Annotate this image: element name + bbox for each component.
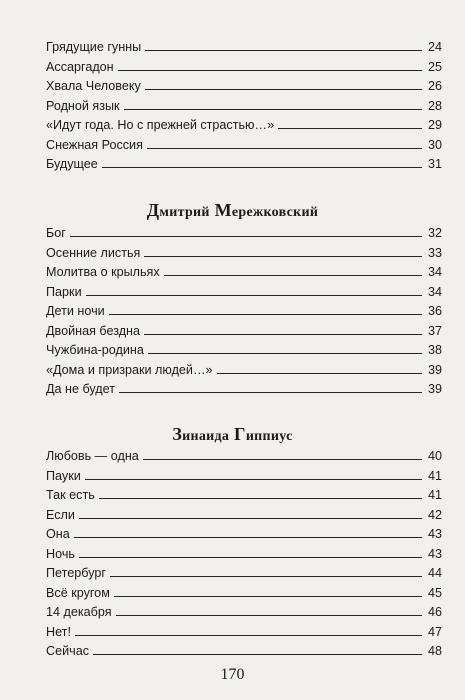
toc-entry[interactable] [46, 525, 442, 545]
leader-line [75, 635, 422, 636]
leader-line [119, 392, 422, 393]
entry-page: 43 [427, 546, 442, 561]
entry-title: Родной язык [46, 98, 120, 113]
leader-line [217, 373, 422, 374]
toc-entry[interactable] [46, 545, 442, 565]
leader-line [147, 148, 422, 149]
entry-page: 39 [427, 362, 442, 377]
toc-entry[interactable] [46, 642, 442, 662]
author-first-initial: З [172, 424, 183, 444]
entry-page: 36 [427, 304, 442, 318]
leader-line [143, 459, 422, 460]
entry-title: Любовь — одна [46, 449, 139, 463]
author-first-rest: митрий [159, 205, 210, 220]
leader-line [124, 109, 422, 110]
entry-title: Пауки [46, 468, 81, 483]
entry-page: 47 [427, 624, 442, 639]
toc-block-1 [46, 38, 442, 175]
toc-entry[interactable] [46, 244, 442, 264]
toc-entry[interactable] [46, 564, 442, 584]
leader-line [278, 128, 422, 129]
entry-title: Петербург [46, 566, 106, 580]
toc-entry[interactable] [46, 380, 442, 400]
toc-entry[interactable] [46, 97, 442, 117]
toc-entry[interactable] [46, 486, 442, 506]
leader-line [70, 236, 422, 237]
entry-page: 48 [427, 644, 442, 658]
entry-title: Чужбина-родина [46, 343, 144, 357]
entry-title: Всё кругом [46, 585, 110, 600]
leader-line [145, 89, 422, 90]
toc-entry[interactable] [46, 447, 442, 467]
entry-title: Двойная бездна [46, 323, 140, 338]
entry-page: 41 [427, 488, 442, 502]
entry-title: Бог [46, 226, 66, 240]
entry-page: 31 [427, 157, 442, 171]
toc-entry[interactable] [46, 263, 442, 283]
leader-line [145, 50, 422, 51]
entry-page: 44 [427, 566, 442, 580]
toc-entry[interactable] [46, 302, 442, 322]
toc-entry[interactable] [46, 584, 442, 604]
entry-page: 28 [427, 98, 442, 113]
toc-block-2 [46, 224, 442, 400]
entry-page: 43 [427, 527, 442, 541]
entry-title: Если [46, 507, 75, 522]
entry-title: Снежная Россия [46, 137, 143, 152]
leader-line [118, 70, 422, 71]
leader-line [85, 479, 422, 480]
toc-entry[interactable] [46, 155, 442, 175]
entry-page: 26 [427, 79, 442, 93]
leader-line [102, 167, 422, 168]
entry-title: Дети ночи [46, 304, 105, 318]
leader-line [144, 256, 422, 257]
toc-entry[interactable] [46, 322, 442, 342]
entry-title: Грядущие гунны [46, 40, 142, 54]
entry-page: 32 [427, 226, 442, 240]
entry-page: 38 [427, 343, 442, 357]
leader-line [79, 518, 422, 519]
entry-page: 37 [427, 323, 442, 338]
leader-line [74, 537, 422, 538]
entry-title: Она [46, 527, 70, 541]
toc-entry[interactable] [46, 603, 442, 623]
author-last-initial: М [214, 200, 232, 220]
entry-page: 45 [427, 585, 442, 600]
leader-line [114, 596, 422, 597]
entry-title: Будущее [46, 157, 98, 171]
entry-page: 46 [427, 605, 442, 619]
leader-line [148, 353, 422, 354]
toc-entry[interactable] [46, 361, 442, 381]
toc-entry[interactable] [46, 341, 442, 361]
toc-entry[interactable] [46, 38, 442, 58]
author-first-rest: инаида [182, 429, 230, 444]
leader-line [164, 275, 422, 276]
entry-page: 40 [427, 449, 442, 463]
leader-line [99, 498, 422, 499]
leader-line [110, 576, 422, 577]
entry-title: Да не будет [46, 382, 116, 396]
author-last-rest: иппиус [245, 429, 293, 444]
toc-entry[interactable] [46, 283, 442, 303]
toc-entry[interactable] [46, 116, 442, 136]
entry-title: Осенние листья [46, 245, 141, 260]
entry-title: Ассаргадон [46, 59, 114, 74]
entry-page: 33 [427, 245, 442, 260]
toc-entry[interactable] [46, 136, 442, 156]
entry-title: Ночь [46, 546, 75, 561]
leader-line [86, 295, 422, 296]
entry-page: 42 [427, 507, 442, 522]
entry-title: «Идут года. Но с прежней страстью…» [46, 118, 275, 132]
entry-page: 41 [427, 468, 442, 483]
toc-entry[interactable] [46, 467, 442, 487]
author-first-initial: Д [146, 200, 160, 220]
entry-title: «Дома и призраки людей…» [46, 362, 213, 377]
entry-title: Нет! [46, 624, 71, 639]
entry-title: Так есть [46, 488, 95, 502]
page-number: 170 [220, 666, 245, 683]
entry-page: 39 [427, 382, 442, 396]
leader-line [116, 615, 422, 616]
entry-page: 29 [427, 118, 442, 132]
toc-entry[interactable] [46, 58, 442, 78]
entry-page: 25 [427, 59, 442, 74]
entry-title: Хвала Человеку [46, 79, 141, 93]
entry-page: 34 [427, 265, 442, 279]
entry-title: 14 декабря [46, 605, 112, 619]
toc-entry[interactable] [46, 623, 442, 643]
author-last-initial: Г [234, 424, 246, 444]
author-heading-gippius [0, 424, 465, 445]
entry-page: 30 [427, 137, 442, 152]
entry-page: 24 [427, 40, 442, 54]
entry-title: Парки [46, 284, 82, 299]
entry-title: Сейчас [46, 644, 89, 658]
author-heading-merezhkovsky [0, 200, 465, 221]
entry-title: Молитва о крыльях [46, 265, 160, 279]
toc-entry[interactable] [46, 224, 442, 244]
leader-line [144, 334, 422, 335]
toc-block-3 [46, 447, 442, 662]
author-last-rest: ережковский [231, 205, 319, 220]
leader-line [79, 557, 422, 558]
toc-entry[interactable] [46, 77, 442, 97]
toc-entry[interactable] [46, 506, 442, 526]
leader-line [109, 314, 422, 315]
leader-line [93, 654, 422, 655]
entry-page: 34 [427, 284, 442, 299]
